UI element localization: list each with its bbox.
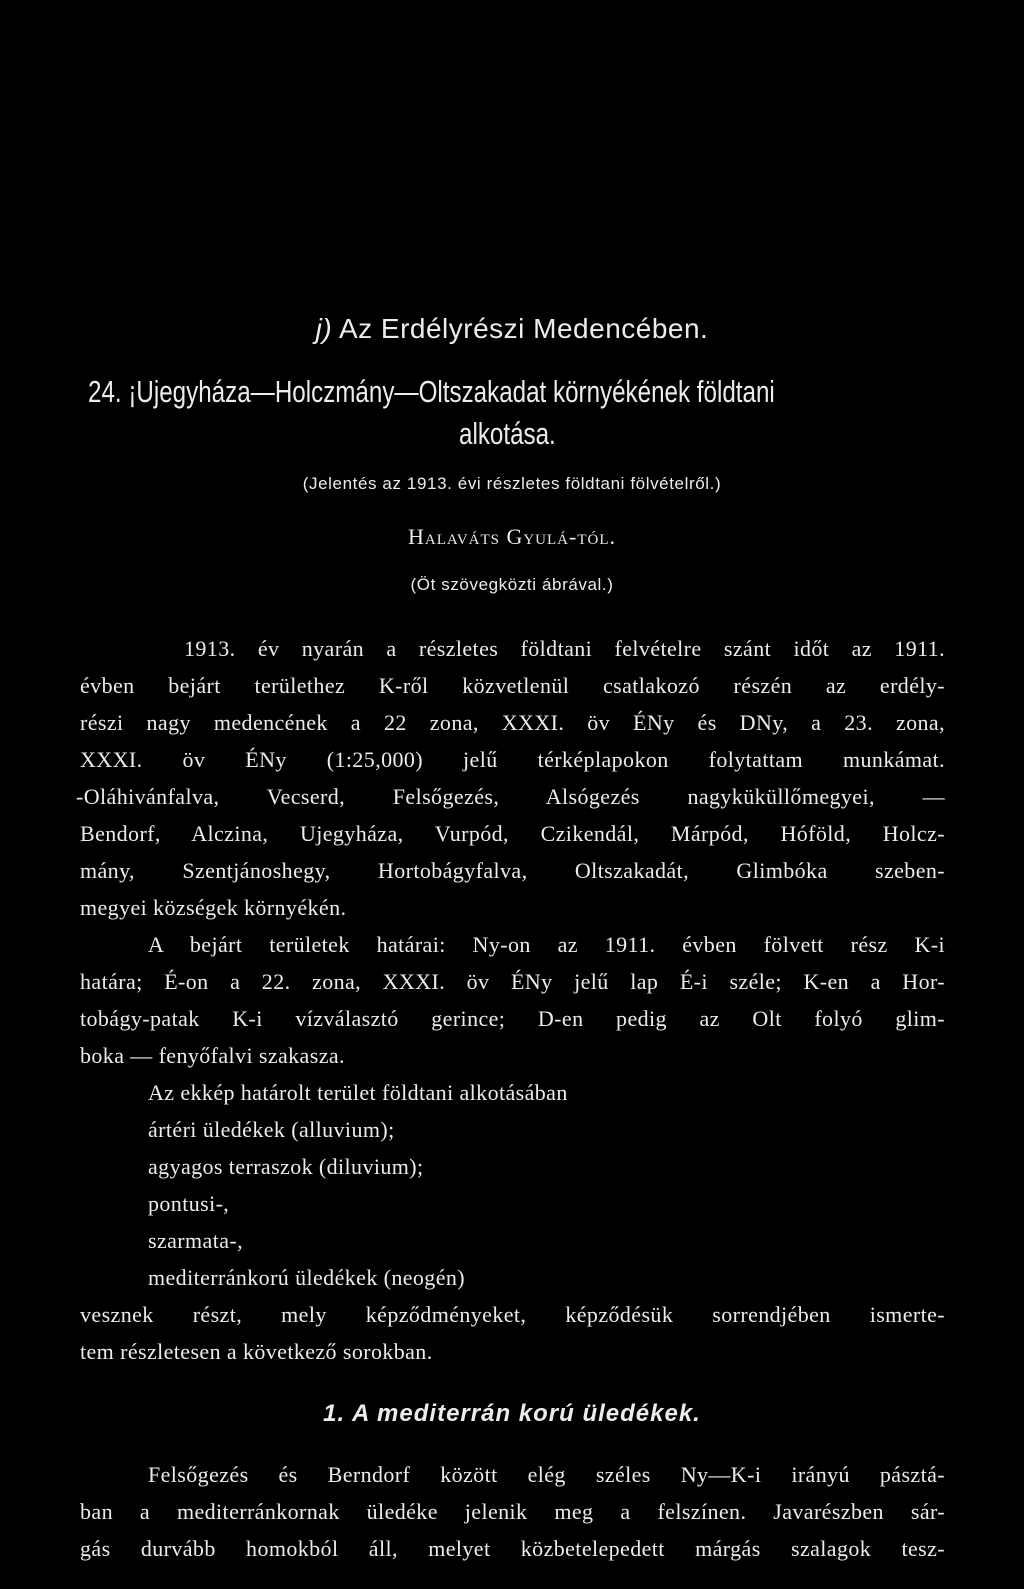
paragraph-1-line-4: XXXI. öv ÉNy (1:25,000) jelű térképlapokon folytattam munkámat.	[80, 747, 945, 772]
paragraph-2-line-3: tobágy-patak K-i vízválasztó gerince; D-en pedig az Olt folyó glim-	[80, 1006, 945, 1031]
paragraph-1-line-7: mány, Szentjánoshegy, Hortobágyfalva, Oltszakadát, Glimbóka szeben-	[80, 858, 945, 883]
paragraph-2-line-4: boka — fenyőfalvi szakasza.	[80, 1043, 345, 1068]
paragraph-1-line-6: Bendorf, Alczina, Ujegyháza, Vurpód, Czikendál, Márpód, Hóföld, Holcz-	[80, 821, 945, 846]
paragraph-3-closing-line-2: tem részletesen a következő sorokban.	[80, 1339, 433, 1364]
subsection-title: 1. A mediterrán korú üledékek.	[323, 1400, 701, 1427]
paragraph-4-line-3: gás durvább homokból áll, melyet közbetelepedett márgás szalagok tesz-	[80, 1536, 945, 1561]
paragraph-1-line-8: megyei községek környékén.	[80, 895, 347, 920]
paragraph-3-list-item: mediterránkorú üledékek (neogén)	[148, 1265, 465, 1290]
article-title-line-1: 24. ¡Ujegyháza—Holczmány—Oltszakadat környékének földtani	[88, 374, 775, 409]
paragraph-3-list-item: agyagos terraszok (diluvium);	[148, 1154, 424, 1179]
paragraph-3-closing-line-1: vesznek részt, mely képződményeket, képződésük sorrendjében ismerte-	[80, 1302, 945, 1327]
paragraph-2-line-1: A bejárt területek határai: Ny-on az 1911. évben fölvett rész K-i	[148, 932, 945, 957]
paragraph-1-line-5: -Oláhivánfalva, Vecserd, Felsőgezés, Alsógezés nagyküküllőmegyei, —	[76, 784, 945, 809]
author-line: Halaváts Gyulá-tól.	[408, 524, 616, 549]
report-note: (Jelentés az 1913. évi részletes földtani fölvételről.)	[302, 474, 722, 493]
paragraph-1-line-2: évben bejárt területhez K-ről közvetlenül csatlakozó részén az erdély-	[80, 673, 945, 698]
paragraph-3-list-item: pontusi-,	[148, 1191, 230, 1216]
paragraph-4-line-2: ban a mediterránkornak üledéke jelenik meg a felszínen. Javarészben sár-	[80, 1499, 945, 1524]
paragraph-1-line-1: 1913. év nyarán a részletes földtani felvételre szánt időt az 1911.	[184, 636, 945, 661]
paragraph-3-intro: Az ekkép határolt terület földtani alkotásában	[148, 1080, 568, 1105]
figure-note: (Öt szövegközti ábrával.)	[410, 575, 614, 594]
paragraph-3-list-item: szarmata-,	[148, 1228, 243, 1253]
section-heading	[0, 313, 1024, 345]
paragraph-4-line-1: Felsőgezés és Berndorf között elég széles Ny—K-i irányú pásztá-	[148, 1462, 945, 1487]
paragraph-3-list-item: ártéri üledékek (alluvium);	[148, 1117, 395, 1142]
paragraph-2-line-2: határa; É-on a 22. zona, XXXI. öv ÉNy jelű lap É-i széle; K-en a Hor-	[80, 969, 945, 994]
paragraph-1-line-3: részi nagy medencének a 22 zona, XXXI. öv ÉNy és DNy, a 23. zona,	[80, 710, 945, 735]
section-heading-text: Az Erdélyrészi Medencében.	[338, 313, 709, 344]
article-title-line-2: alkotása.	[459, 416, 556, 451]
section-heading-prefix: j)	[315, 313, 333, 344]
